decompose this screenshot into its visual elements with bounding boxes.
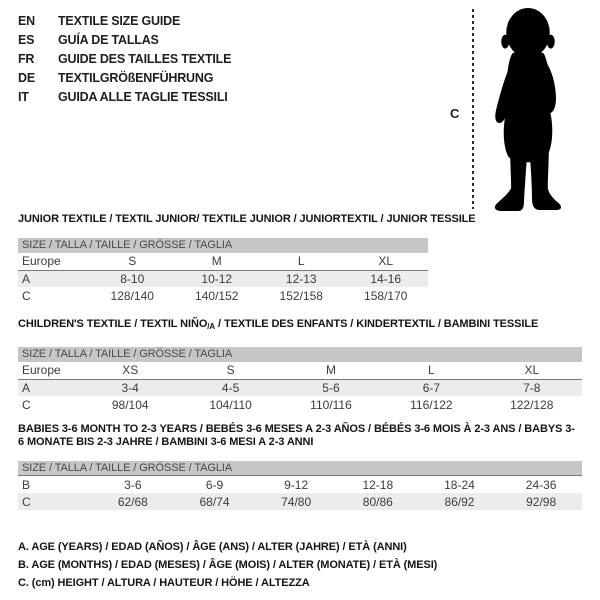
value-cell: 98/104 [111,397,149,412]
value-cell: 3-6 [124,477,142,492]
junior-section [18,213,582,304]
language-title: GUÍA DE TALLAS [58,33,159,47]
language-code: EN [18,14,35,28]
size-bar: SIZE / TALLA / TAILLE / GRÖSSE / TAGLIA [18,238,428,253]
header-cell: Europe [22,254,61,269]
table-row-a [18,379,582,396]
value-cell: 12-13 [285,271,317,286]
note-c: C. (cm) HEIGHT / ALTURA / HAUTEUR / HÖHE / ALTEZZA [18,577,310,589]
value-cell: 6-9 [205,477,224,492]
language-title: TEXTILE SIZE GUIDE [58,14,181,28]
size-bar: SIZE / TALLA / TAILLE / GRÖSSE / TAGLIA [18,347,582,362]
table-row-b [18,476,582,493]
language-code: DE [18,71,35,85]
baby-silhouette-icon [484,6,572,214]
value-cell: 152/158 [279,288,323,303]
value-cell: 12-18 [362,477,394,492]
value-cell: 10-12 [201,271,233,286]
height-measure-label: C [450,106,460,121]
value-cell: 7-8 [523,380,541,395]
baby-figure [424,6,574,214]
title-text: / TEXTILE DES ENFANTS / KINDERTEXTIL / BAMBINI TESSILE [215,318,539,330]
row-label-cell: C [22,288,31,303]
babies-size-table [18,476,582,510]
value-cell: 122/128 [510,397,554,412]
children-size-table [18,362,582,413]
value-cell: 80/86 [362,494,393,509]
value-cell: 8-10 [120,271,145,286]
note-a: A. AGE (YEARS) / EDAD (AÑOS) / ÂGE (ANS) / ALTER (JAHRE) / ETÀ (ANNI) [18,541,407,553]
header-cell: M [325,363,336,378]
value-cell: 24-36 [525,477,557,492]
language-code: IT [18,90,29,104]
row-label-cell: A [22,380,31,395]
table-row-a [18,270,428,287]
row-label-cell: C [22,494,31,509]
value-cell: 140/152 [195,288,239,303]
note-b: B. AGE (MONTHS) / EDAD (MESES) / ÂGE (MOIS) / ALTER (MONATE) / ETÀ (MESI) [18,559,438,571]
value-cell: 4-5 [221,380,240,395]
value-cell: 9-12 [284,477,309,492]
value-cell: 158/170 [364,288,408,303]
row-label-cell: B [22,477,31,492]
language-code: ES [18,33,35,47]
value-cell: 68/74 [199,494,230,509]
table-row-c [18,493,582,510]
table-row-c [18,287,428,304]
value-cell: 128/140 [110,288,154,303]
header-cell: L [297,254,305,269]
header-cell: XS [122,363,139,378]
value-cell: 74/80 [281,494,312,509]
header-cell: XL [524,363,540,378]
header-cell: S [128,254,137,269]
header-cell: S [226,363,235,378]
language-title: GUIDA ALLE TAGLIE TESSILI [58,90,228,104]
value-cell: 92/98 [526,494,557,509]
title-subscript: /A [207,322,216,331]
language-title: TEXTILGRÖßENFÜHRUNG [58,71,214,85]
value-cell: 116/122 [410,397,453,412]
value-cell: 6-7 [422,380,441,395]
value-cell: 104/110 [209,397,252,412]
junior-size-table [18,253,428,304]
header-cell: Europe [22,363,61,378]
babies-section-title: BABIES 3-6 MONTH TO 2-3 YEARS / BEBÉS 3-6 MESES A 2-3 AÑOS / BÉBÉS 3-6 MOIS À 2-3 ANS / BABYS 3-6 MONATE BIS 2-3 JAHRE / BAMBINI 3-6 MESI A 2-3 ANNI [18,423,575,448]
value-cell: 5-6 [322,380,340,395]
value-cell: 62/68 [117,494,148,509]
value-cell: 18-24 [444,477,475,492]
value-cell: 110/116 [310,397,352,412]
table-row-c [18,396,582,413]
junior-section-title: JUNIOR TEXTILE / TEXTIL JUNIOR/ TEXTILE JUNIOR / JUNIORTEXTIL / JUNIOR TESSILE [18,213,476,225]
children-section-title [18,318,582,333]
value-cell: 86/92 [444,494,475,509]
language-title: GUIDE DES TAILLES TEXTILE [58,52,232,66]
height-measure-dashed-line [472,9,474,209]
row-label-cell: A [22,271,31,286]
children-section [18,318,582,413]
value-cell: 3-4 [121,380,139,395]
header-cell: XL [378,254,394,269]
table-header-row [18,362,582,379]
table-header-row [18,253,428,270]
language-code: FR [18,52,35,66]
header-cell: L [428,363,435,378]
legend-notes [18,538,582,592]
header-cell: M [211,254,222,269]
value-cell: 14-16 [370,271,402,286]
title-text: CHILDREN'S TEXTILE / TEXTIL NIÑO [18,318,208,330]
size-bar: SIZE / TALLA / TAILLE / GRÖSSE / TAGLIA [18,461,582,476]
row-label-cell: C [22,397,31,412]
babies-section [18,423,582,510]
